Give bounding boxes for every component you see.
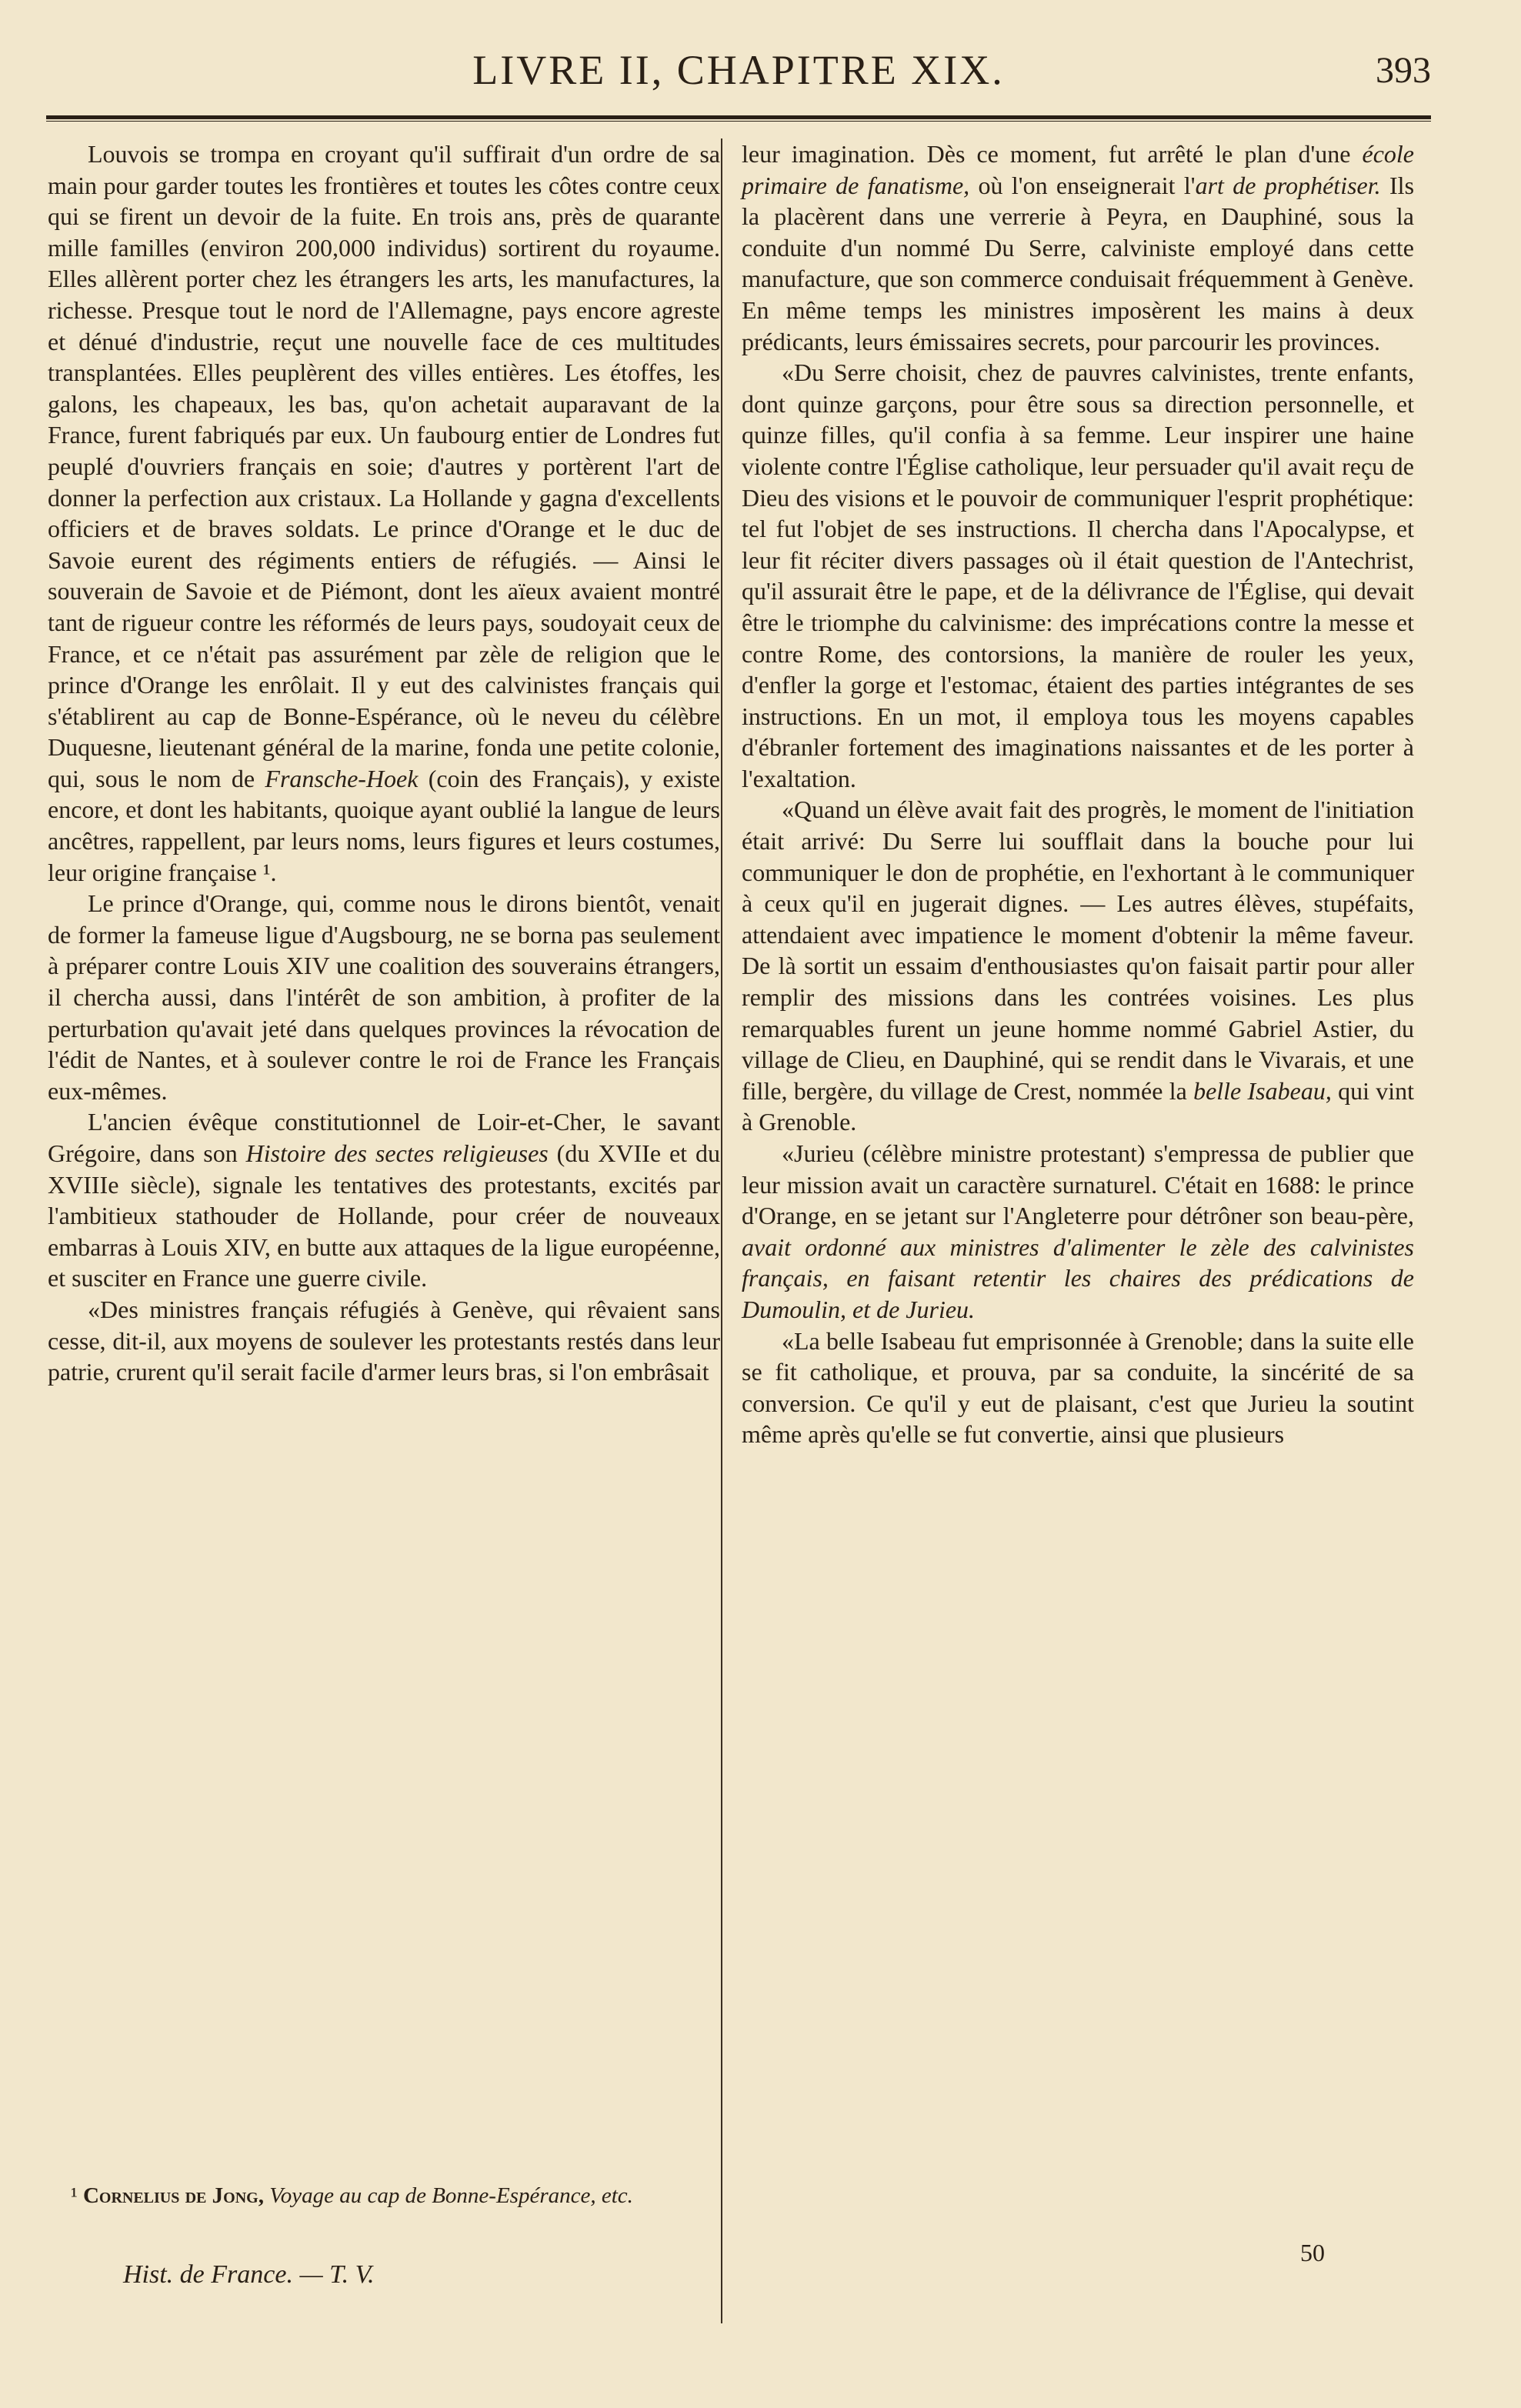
running-header <box>46 45 1431 106</box>
paragraph: leur imagination. Dès ce moment, fut arrêté le plan d'une école primaire de fanatisme, où l'on enseignerait l'art de prophétiser. Ils la placèrent dans une verrerie à Peyra, en Dauphiné, sous la conduite d'un nommé Du Serre, calviniste employé dans cette manufacture, que son commerce conduisait fréquemment à Genève. En même temps les ministres imposèrent les mains à deux prédicants, leurs émissaires secrets, pour parcourir les provinces. <box>742 140 1415 355</box>
footnote-author: Cornelius de Jong, <box>82 2183 264 2208</box>
footer-source: Hist. de France. — T. V. <box>123 2260 375 2289</box>
paragraph: «Jurieu (célèbre ministre protestant) s'empressa de publier que leur mission avait un caractère surnaturel. C'était en 1688: le prince d'Orange, en se jetant sur l'Angleterre pour détrôner son beau-père, avait ordonné aux ministres d'alimenter le zèle des calvinistes français, en faisant retentir les chaires des prédications de Dumoulin, et de Jurieu. <box>742 1139 1414 1323</box>
right-column <box>742 138 1414 1450</box>
column-divider <box>721 138 722 2323</box>
page-number: 393 <box>1376 50 1431 91</box>
paragraph: «Des ministres français réfugiés à Genève, qui rêvaient sans cesse, dit-il, aux moyens de soulever les protestants restés dans leur patrie, crurent qu'il serait facile d'armer leurs bras, si l'on embrâsait <box>48 1295 720 1386</box>
paragraph: L'ancien évêque constitutionnel de Loir-et-Cher, le savant Grégoire, dans son Histoire des sectes religieuses (du XVIIe et du XVIIIe siècle), signale les tentatives des protestants, excités par l'ambitieux stathouder de Hollande, pour créer de nouveaux embarras à Louis XIV, en butte aux attaques de la ligue européenne, et susciter en France une guerre civile. <box>48 1108 721 1292</box>
paragraph: «Du Serre choisit, chez de pauvres calvinistes, trente enfants, dont quinze garçons, pour être sous sa direction personnelle, et quinze filles, qu'il confia à sa femme. Leur inspirer une haine violente contre l'Église catholique, leur persuader qu'il avait reçu de Dieu des visions et le pouvoir de communiquer l'esprit prophétique: tel fut l'objet de ses instructions. Il chercha dans l'Apocalypse, et leur fit réciter divers passages où il était question de l'Antechrist, qu'il assurait être le pape, et de la délivrance de l'Église, qui devait être le triomphe du calvinisme: des imprécations contre la messe et contre Rome, des contorsions, la manière de rouler les yeux, d'enfler la gorge et l'estomac, étaient des parties intégrantes de ses instructions. En un mot, il employa tous les moyens capables d'ébranler fortement des imaginations naissantes et de les porter à l'exaltation. <box>742 359 1414 792</box>
paragraph: «Quand un élève avait fait des progrès, le moment de l'initiation était arrivé: Du Serre lui soufflait dans la bouche pour lui communiquer le don de prophétie, en l'exhortant à le communiquer à ceux qu'il en jugerait dignes. — Les autres élèves, stupéfaits, attendaient avec impatience le moment d'obtenir la même faveur. De là sortit un essaim d'enthousiastes qu'on faisait partir pour aller remplir des missions dans les contrées voisines. Les plus remarquables furent un jeune homme nommé Gabriel Astier, du village de Clieu, en Dauphiné, qui se rendit dans le Vivarais, et une fille, bergère, du village de Crest, nommée la belle Isabeau, qui vint à Grenoble. <box>742 795 1415 1136</box>
footnote-title: Voyage au cap de Bonne-Espérance, etc. <box>269 2183 633 2208</box>
footnote <box>48 2181 720 2210</box>
paragraph: Le prince d'Orange, qui, comme nous le dirons bientôt, venait de former la fameuse ligue d'Augsbourg, ne se borna pas seulement à préparer contre Louis XIV une coalition des souverains étrangers, il chercha aussi, dans l'intérêt de son ambition, à profiter de la perturbation qu'avait jeté dans quelques provinces la révocation de l'édit de Nantes, et à soulever contre le roi de France les Français eux-mêmes. <box>48 889 720 1105</box>
paragraph: Louvois se trompa en croyant qu'il suffirait d'un ordre de sa main pour garder toutes les frontières et toutes les côtes contre ceux qui se firent un devoir de la fuite. En trois ans, près de quarante mille familles (environ 200,000 individus) sortirent du royaume. Elles allèrent porter chez les étrangers les arts, les manufactures, la richesse. Presque tout le nord de l'Allemagne, pays encore agreste et dénué d'industrie, reçut une nouvelle face de ces multitudes transplantées. Elles peuplèrent des villes entières. Les étoffes, les galons, les chapeaux, les bas, qu'on achetait auparavant de la France, furent fabriqués par eux. Un faubourg entier de Londres fut peuplé d'ouvriers français en soie; d'autres y portèrent l'art de donner la perfection aux cristaux. La Hollande y gagna d'excellents officiers et de braves soldats. Le prince d'Orange et le duc de Savoie eurent des régiments entiers de réfugiés. — Ainsi le souverain de Savoie et de Piémont, dont les aïeux avaient montré tant de rigueur contre les réformés de leurs pays, soudoyait ceux de France, et ce n'était pas assurément par zèle de religion que le prince d'Orange les enrôlait. Il y eut des calvinistes français qui s'établirent au cap de Bonne-Espérance, où le neveu du célèbre Duquesne, lieutenant général de la marine, fonda une petite colonie, qui, sous le nom de Fransche-Hoek (coin des Français), y existe encore, et dont les habitants, quoique ayant oublié la langue de leurs ancêtres, rappellent, par leurs noms, leurs figures et leurs costumes, leur origine française ¹. <box>48 140 721 886</box>
header-rule <box>46 115 1431 122</box>
chapter-title: LIVRE II, CHAPITRE XIX. <box>472 47 1005 93</box>
footnote-marker: ¹ <box>71 2183 78 2208</box>
signature-mark: 50 <box>1300 2239 1325 2266</box>
paragraph: «La belle Isabeau fut emprisonnée à Grenoble; dans la suite elle se fit catholique, et prouva, par sa conduite, la sincérité de sa conversion. Ce qu'il y eut de plaisant, c'est que Jurieu la soutint même après qu'elle se fut convertie, ainsi que plusieurs <box>742 1326 1414 1449</box>
left-column <box>48 138 720 1388</box>
